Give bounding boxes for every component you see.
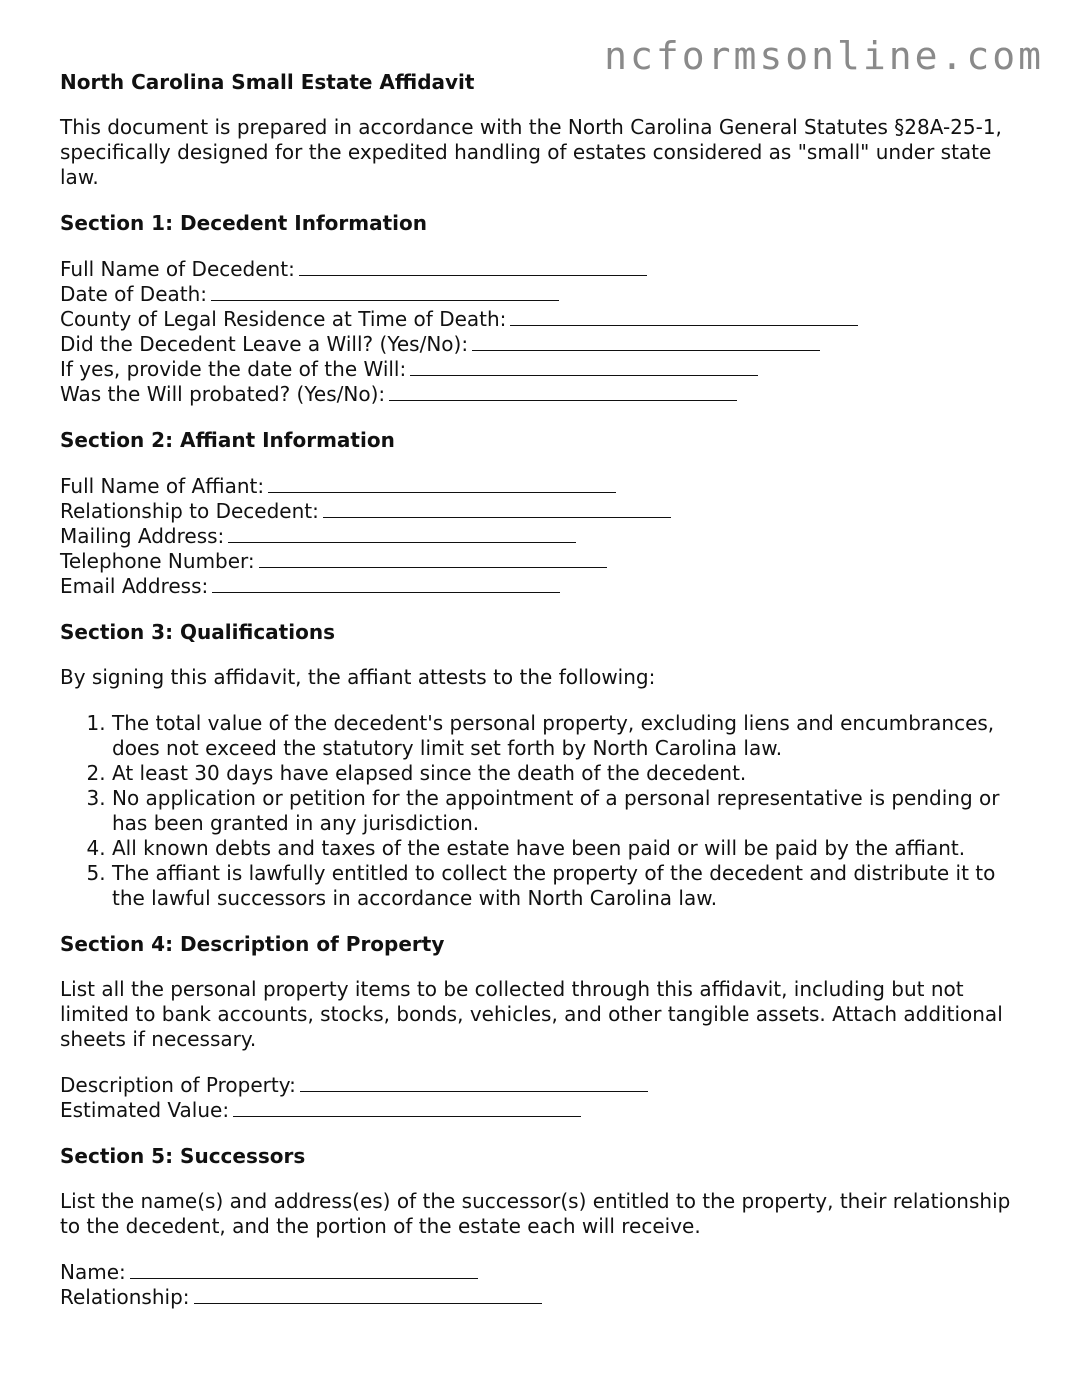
list-item: 3. No application or petition for the appointment of a personal representative is pending or has been granted in any jurisdiction. [112,786,1030,836]
county-residence-field [60,307,1030,332]
decedent-name-field [60,257,1030,282]
decedent-name-blank[interactable] [299,258,647,276]
watermark: ncformsonline.com [604,34,1044,78]
section-5-intro: List the name(s) and address(es) of the successor(s) entitled to the property, their relationship to the decedent, and the portion of the estate each will receive. [60,1189,1011,1238]
section-2-heading: Section 2: Affiant Information [60,428,395,452]
estimated-value-blank[interactable] [233,1099,581,1117]
property-description-blank[interactable] [300,1074,648,1092]
section-5-heading: Section 5: Successors [60,1144,306,1168]
section-4-intro: List all the personal property items to be collected through this affidavit, including but not limited to bank accounts, stocks, bonds, vehicles, and other tangible assets. Attach additional sheets if necessary. [60,977,1003,1051]
mailing-address-blank[interactable] [228,525,576,543]
section-3-intro: By signing this affidavit, the affiant attests to the following: [60,665,656,689]
intro-paragraph: This document is prepared in accordance with the North Carolina General Statutes §28A-25-1, specifically designed for the expedited handling of estates considered as "small" under state law. [60,115,1002,189]
field-label: If yes, provide the date of the Will: [60,357,407,381]
document-title: North Carolina Small Estate Affidavit [60,70,475,94]
mailing-address-field [60,524,1030,549]
will-probated-blank[interactable] [389,383,737,401]
field-label: Mailing Address: [60,524,225,548]
section-3-heading: Section 3: Qualifications [60,620,335,644]
field-label: Estimated Value: [60,1098,230,1122]
affiant-name-field [60,474,1030,499]
field-label: Email Address: [60,574,209,598]
field-label: Full Name of Decedent: [60,257,295,281]
date-of-death-blank[interactable] [211,283,559,301]
relationship-field [60,499,1030,524]
field-label: Full Name of Affiant: [60,474,265,498]
field-label: Did the Decedent Leave a Will? (Yes/No): [60,332,469,356]
section-1-fields [60,257,1030,407]
will-left-blank[interactable] [472,333,820,351]
will-date-blank[interactable] [410,358,758,376]
will-left-field [60,332,1030,357]
successor-relationship-field [60,1285,1030,1310]
email-blank[interactable] [212,575,560,593]
will-probated-field [60,382,1030,407]
field-label: Telephone Number: [60,549,255,573]
list-item: 5. The affiant is lawfully entitled to collect the property of the decedent and distribute it to the lawful successors in accordance with North Carolina law. [112,861,1030,911]
successor-name-field [60,1260,1030,1285]
successor-name-blank[interactable] [130,1261,478,1279]
affiant-name-blank[interactable] [268,475,616,493]
successor-relationship-blank[interactable] [194,1286,542,1304]
field-label: County of Legal Residence at Time of Death: [60,307,507,331]
telephone-field [60,549,1030,574]
document-page [60,64,1030,1310]
will-date-field [60,357,1030,382]
section-4-heading: Section 4: Description of Property [60,932,445,956]
email-field [60,574,1030,599]
section-4-fields [60,1073,1030,1123]
qualifications-list [60,711,1030,911]
field-label: Date of Death: [60,282,208,306]
field-label: Relationship: [60,1285,190,1309]
field-label: Description of Property: [60,1073,296,1097]
field-label: Was the Will probated? (Yes/No): [60,382,386,406]
property-description-field [60,1073,1030,1098]
section-5-fields [60,1260,1030,1310]
section-2-fields [60,474,1030,599]
list-item: 4. All known debts and taxes of the estate have been paid or will be paid by the affiant. [112,836,1030,861]
field-label: Relationship to Decedent: [60,499,319,523]
estimated-value-field [60,1098,1030,1123]
section-1-heading: Section 1: Decedent Information [60,211,428,235]
list-item: 2. At least 30 days have elapsed since the death of the decedent. [112,761,1030,786]
county-residence-blank[interactable] [510,308,858,326]
relationship-blank[interactable] [323,500,671,518]
date-of-death-field [60,282,1030,307]
list-item: 1. The total value of the decedent's personal property, excluding liens and encumbrances, does not exceed the statutory limit set forth by North Carolina law. [112,711,1030,761]
telephone-blank[interactable] [259,550,607,568]
field-label: Name: [60,1260,126,1284]
